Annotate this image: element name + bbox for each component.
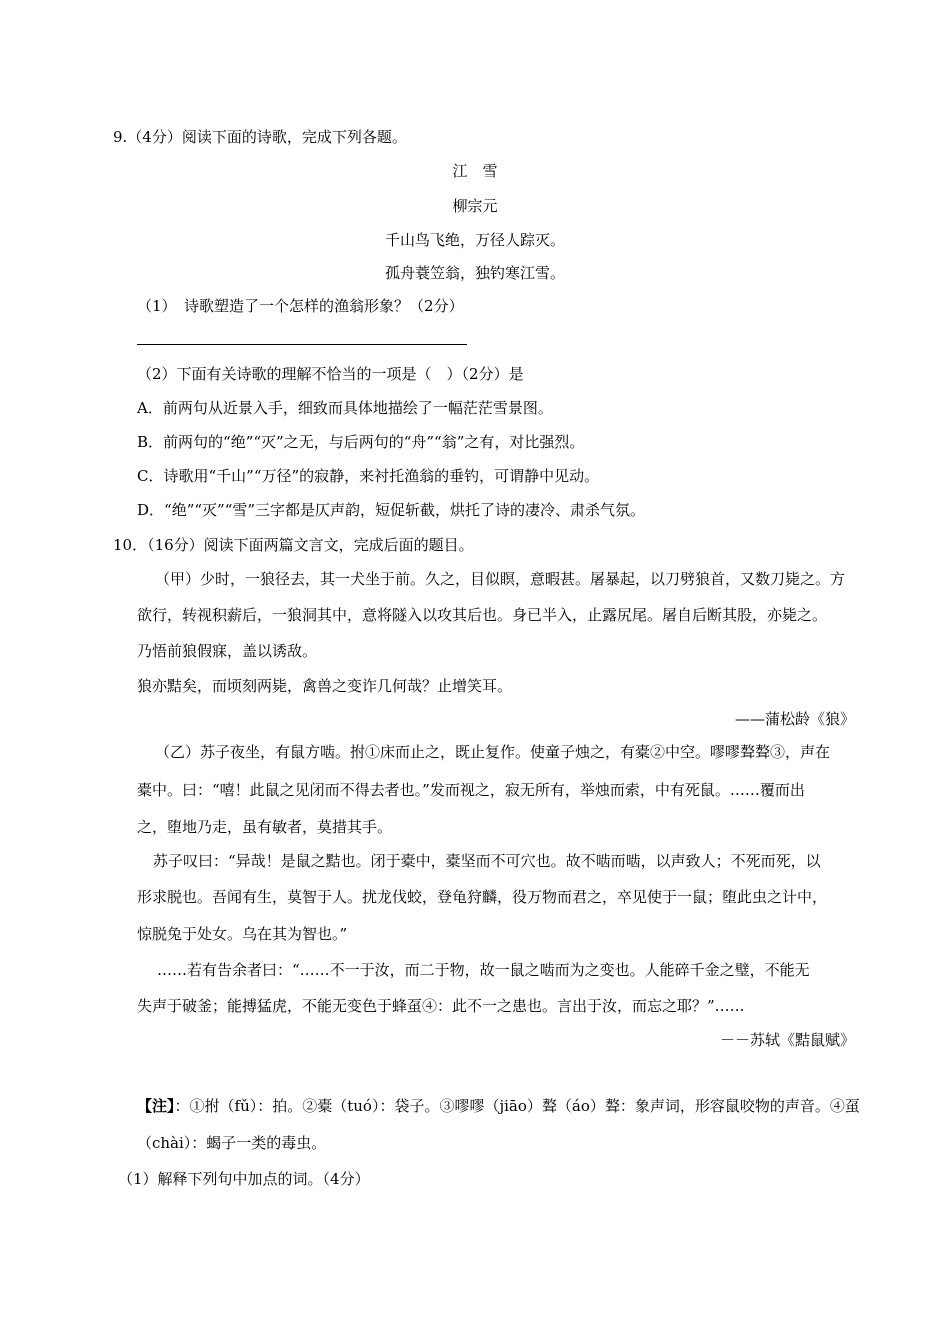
option-c: C．诗歌用“千山”“万径”的寂静，来衬托渔翁的垂钓，可谓静中见动。 [137, 467, 600, 485]
q9-subquestion-2: （2）下面有关诗歌的理解不恰当的一项是（ ）（2分）是 [137, 365, 524, 383]
poem-line-2: 孤舟蓑笠翁，独钓寒江雪。 [384, 264, 565, 282]
poem-author: 柳宗元 [452, 197, 498, 215]
yi-line-5: 形求脱也。吾闻有生，莫智于人。扰龙伐蛟，登龟狩麟，役万物而君之，卒见使于一鼠；堕此虫之计中， [137, 888, 828, 906]
poem-title: 江 雪 [452, 162, 498, 180]
q10-subquestion-1: （1）解释下列句中加点的词。（4分） [118, 1170, 370, 1188]
annotation-line-1 [137, 1096, 860, 1116]
jia-line-2: 欲行，转视积薪后，一狼洞其中，意将隧入以攻其后也。身已半入，止露尻尾。屠自后断其股，亦毙之。 [137, 606, 828, 624]
yi-line-6: 惊脱兔于处女。乌在其为智也。” [137, 925, 348, 943]
yi-source: －－苏轼《黠鼠赋》 [719, 1031, 855, 1049]
q9-subquestion-1: （1） 诗歌塑造了一个怎样的渔翁形象？（2分） [137, 297, 464, 315]
annotation-line-2: （chài）：蝎子一类的毒虫。 [137, 1134, 327, 1152]
poem-line-1: 千山鸟飞绝，万径人踪灭。 [384, 231, 565, 249]
option-b: B．前两句的“绝”“灭”之无，与后两句的“舟”“翁”之有，对比强烈。 [137, 433, 585, 451]
jia-line-1: （甲）少时，一狼径去，其一犬坐于前。久之，目似瞑，意暇甚。屠暴起，以刀劈狼首，又数刀毙之。方 [155, 570, 846, 588]
yi-line-8: 失声于破釜；能搏猛虎，不能无变色于蜂虿④：此不一之患也。言出于汝，而忘之耶？”…… [137, 997, 745, 1015]
jia-line-3: 乃悟前狼假寐，盖以诱敌。 [137, 642, 318, 660]
yi-line-4: 苏子叹曰：“异哉！是鼠之黠也。闭于橐中，橐坚而不可穴也。故不啮而啮，以声致人；不死而死，以 [153, 852, 821, 870]
jia-line-4: 狼亦黠矣，而顷刻两毙，禽兽之变诈几何哉？止增笑耳。 [137, 677, 513, 695]
yi-line-1: （乙）苏子夜坐，有鼠方啮。拊①床而止之，既止复作。使童子烛之，有橐②中空。嘐嘐聱聱③，声在 [155, 743, 831, 761]
q10-header: 10．（16分）阅读下面两篇文言文，完成后面的题目。 [113, 536, 474, 554]
yi-line-2: 橐中。曰：“嘻！此鼠之见闭而不得去者也。”发而视之，寂无所有，举烛而索，中有死鼠。……覆而出 [137, 781, 805, 799]
yi-line-7: ……若有告余者曰：“……不一于汝，而二于物，故一鼠之啮而为之变也。人能碎千金之璧，不能无 [157, 961, 810, 979]
jia-source: ——蒲松龄《狼》 [734, 710, 855, 728]
answer-blank-line [137, 344, 467, 345]
option-a: A．前两句从近景入手，细致而具体地描绘了一幅茫茫雪景图。 [137, 399, 553, 417]
annotation-label: 【注】 [137, 1097, 175, 1115]
q9-header: 9.（4分）阅读下面的诗歌，完成下列各题。 [113, 128, 407, 146]
option-d: D．“绝”“灭”“雪”三字都是仄声韵，短促斩截，烘托了诗的凄冷、肃杀气氛。 [137, 501, 646, 519]
yi-line-3: 之，堕地乃走，虽有敏者，莫措其手。 [137, 818, 393, 836]
annotation-text: ：①拊（fǔ）：拍。②橐（tuó）：袋子。③嘐嘐（jiāo）聱（áo）聱：象声词，形容鼠咬物的声音。④虿 [174, 1097, 860, 1115]
